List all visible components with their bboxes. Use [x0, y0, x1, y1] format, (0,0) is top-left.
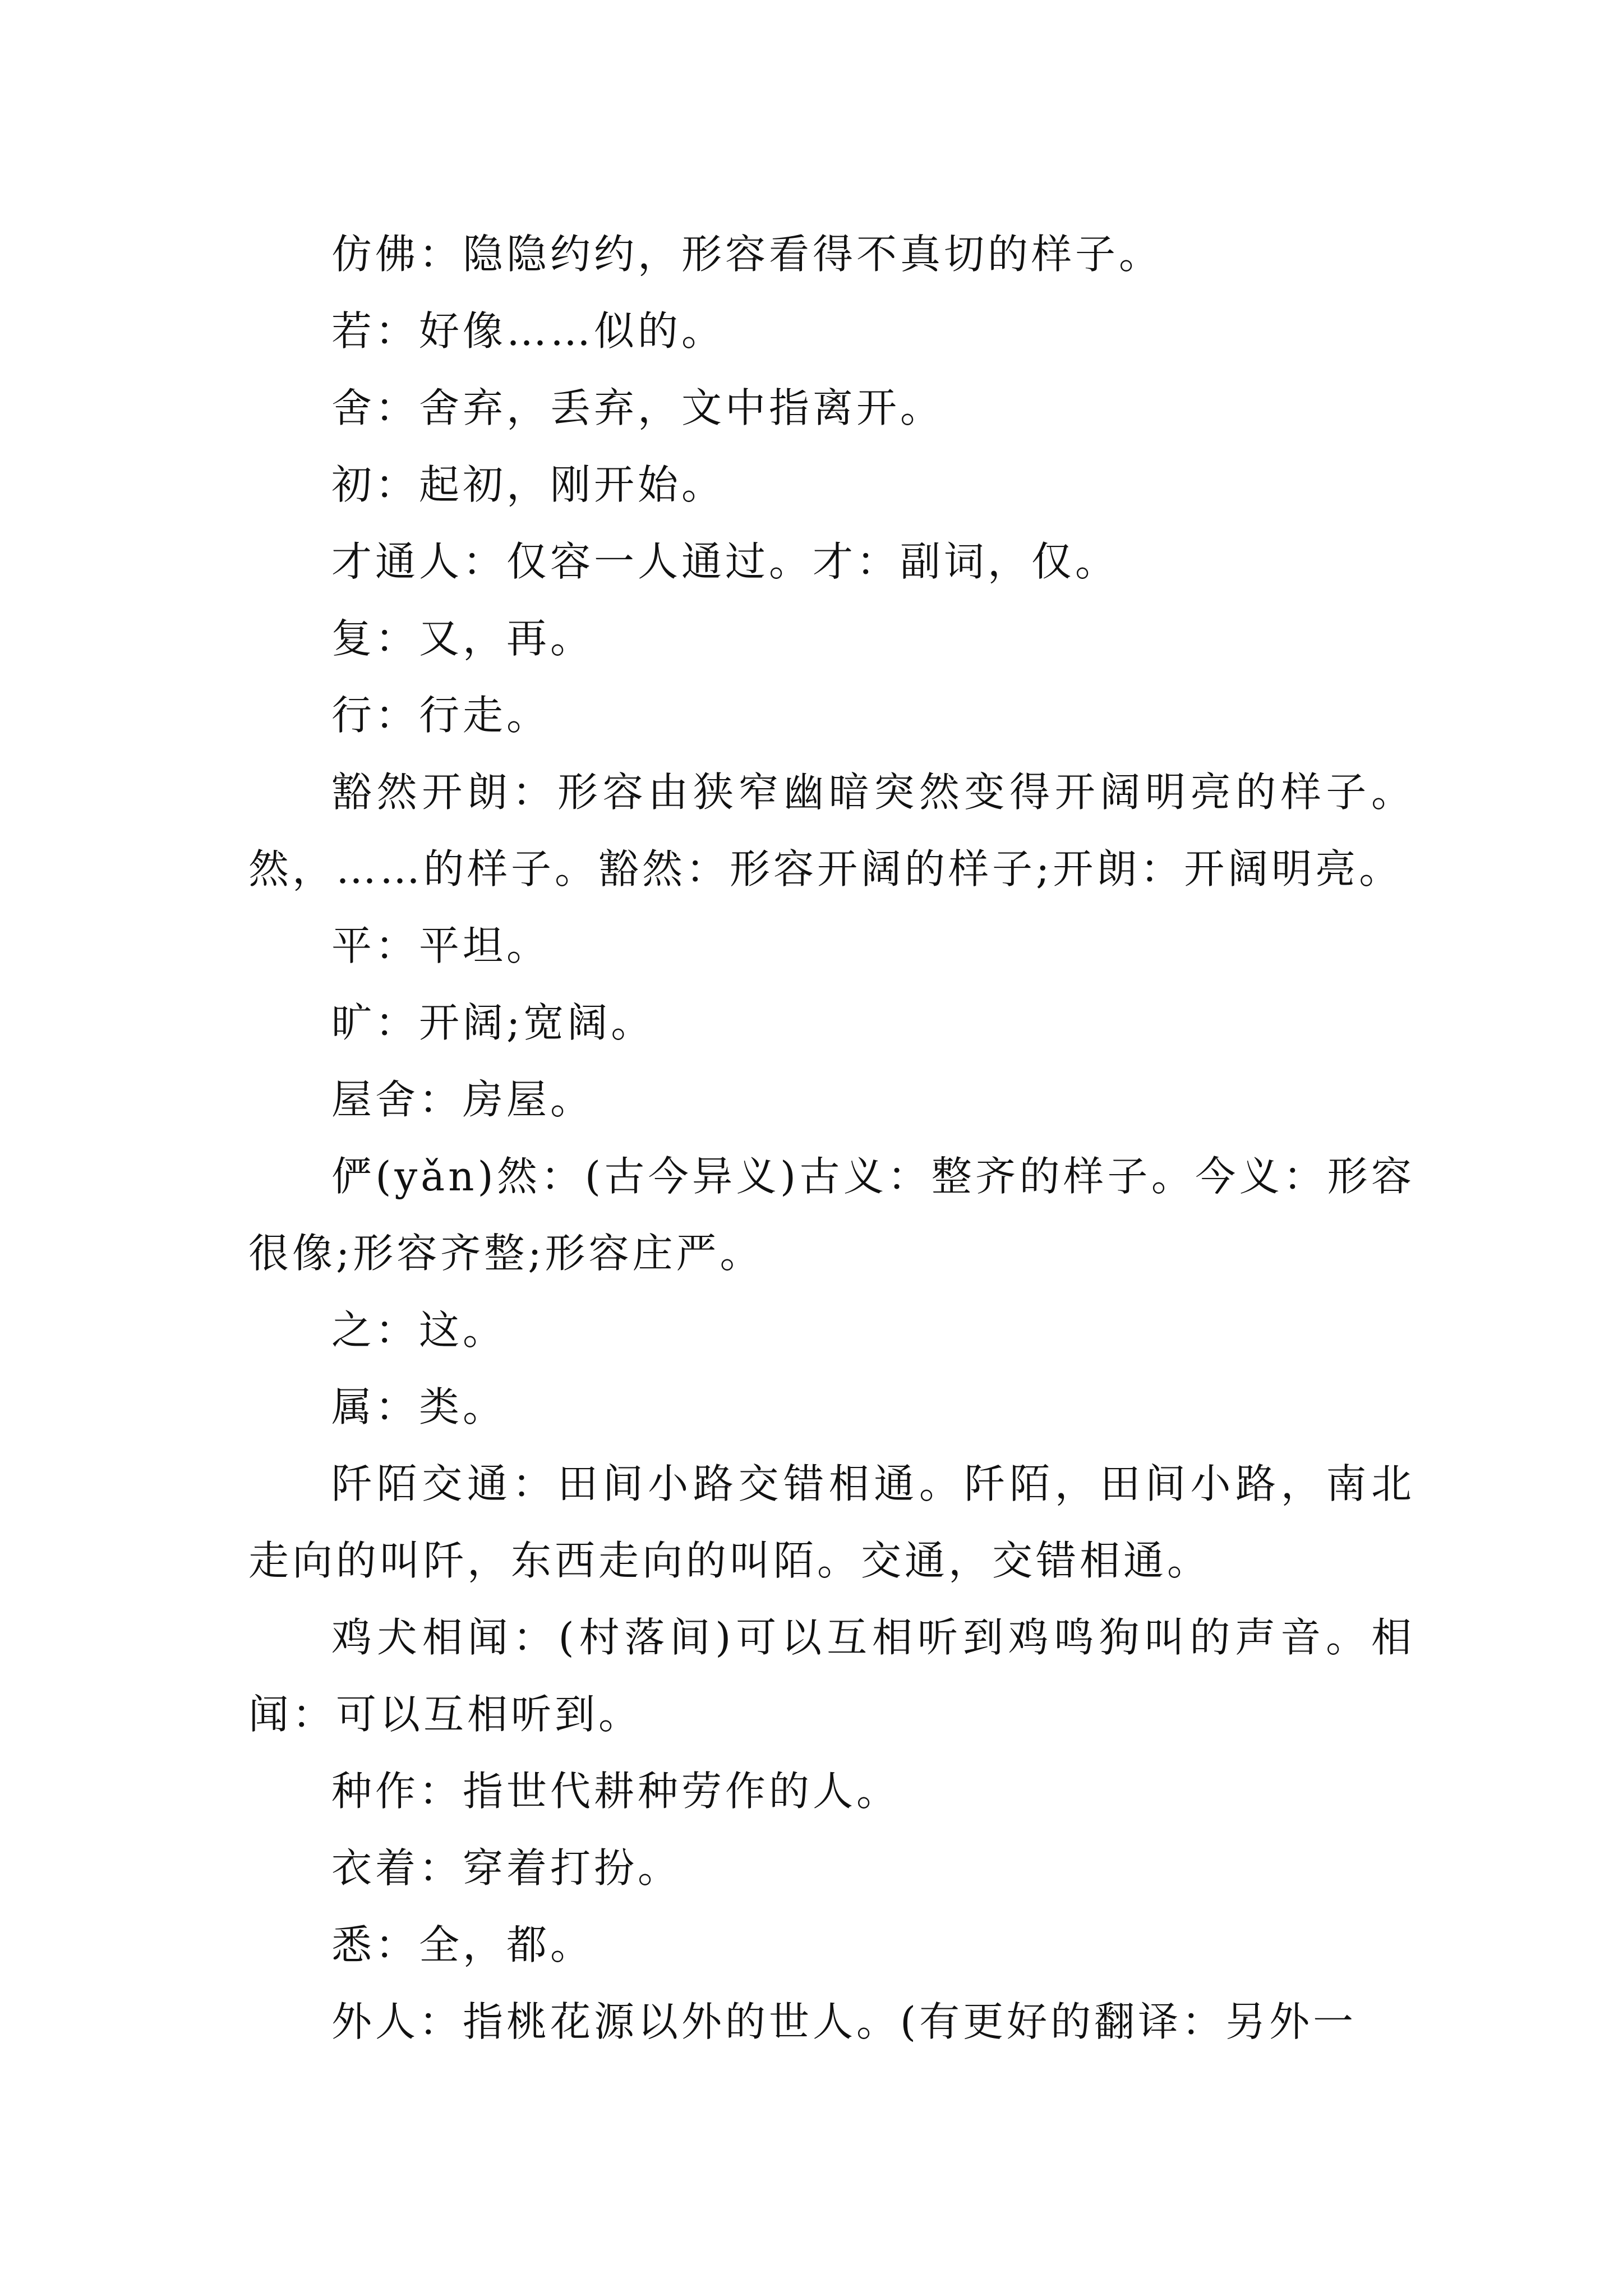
paragraph: 若：好像……似的。 [331, 307, 726, 355]
paragraph: 悉：全，都。 [331, 1921, 594, 1968]
document-body [248, 216, 1415, 2060]
paragraph: 种作：指世代耕种劳作的人。 [331, 1768, 901, 1815]
paragraph: 俨(yǎn)然：(古今异义)古义：整齐的样子。今义：形容很像;形容齐整;形容庄严。 [248, 1153, 1415, 1277]
paragraph: 衣着：穿着打扮。 [331, 1844, 682, 1892]
paragraph: 初：起初，刚开始。 [331, 461, 726, 508]
paragraph: 鸡犬相闻：(村落间)可以互相听到鸡鸣狗叫的声音。相闻：可以互相听到。 [248, 1614, 1415, 1738]
paragraph: 之：这。 [331, 1306, 507, 1354]
paragraph: 舍：舍弃，丢弃，文中指离开。 [331, 384, 944, 431]
paragraph: 属：类。 [331, 1383, 507, 1430]
paragraph: 仿佛：隐隐约约，形容看得不真切的样子。 [331, 231, 1163, 278]
paragraph: 旷：开阔;宽阔。 [331, 999, 655, 1046]
paragraph: 外人：指桃花源以外的世人。(有更好的翻译：另外一 [331, 1998, 1357, 2045]
paragraph: 才通人：仅容一人通过。才：副词，仅。 [331, 538, 1119, 585]
paragraph: 屋舍：房屋。 [331, 1076, 594, 1123]
paragraph: 阡陌交通：田间小路交错相通。阡陌，田间小路，南北走向的叫阡，东西走向的叫陌。交通，交错相通。 [248, 1460, 1415, 1584]
paragraph: 豁然开朗：形容由狭窄幽暗突然变得开阔明亮的样子。然，……的样子。豁然：形容开阔的样子;开朗：开阔明亮。 [248, 769, 1415, 892]
paragraph: 平：平坦。 [331, 922, 551, 969]
paragraph: 行：行走。 [331, 692, 551, 739]
paragraph: 复：又，再。 [331, 615, 594, 662]
